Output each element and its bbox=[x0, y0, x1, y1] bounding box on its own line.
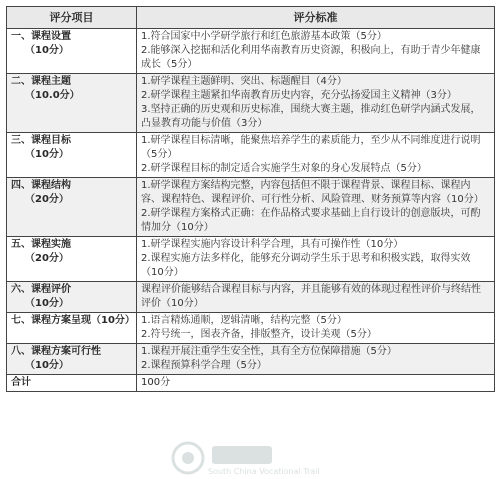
criterion-text: 2.研学课程目标的制定适合实施学生对象的身心发展特点（5分） bbox=[141, 163, 427, 174]
criterion-text: 1.符合国家中小学研学旅行和红色旅游基本政策（5分） bbox=[141, 31, 387, 42]
table-row bbox=[7, 313, 495, 344]
criteria-cell bbox=[137, 344, 495, 375]
total-label: 合计 bbox=[7, 375, 137, 392]
item-score: （20分） bbox=[25, 194, 69, 205]
watermark-logo bbox=[168, 438, 388, 478]
watermark-text: South China Vocational Trail bbox=[208, 467, 320, 476]
criterion-text: 课程评价能够结合课程目标与内容，并且能够有效的体现过程性评价与终结性评价（10分） bbox=[141, 284, 481, 309]
criteria-cell bbox=[137, 282, 495, 313]
item-cell bbox=[7, 133, 137, 178]
item-cell bbox=[7, 237, 137, 282]
criterion-text: 1.研学课程方案结构完整，内容包括但不限于课程背景、课程目标、课程内容、课程特色、课程评价、可行性分析、风险管理、财务预算等内容（10分） bbox=[141, 180, 484, 205]
table-row bbox=[7, 282, 495, 313]
criterion-text: 2.符号统一，图表齐备，排版整齐，设计美观（5分） bbox=[141, 329, 377, 340]
item-name: 二、课程主题 bbox=[11, 76, 71, 87]
criteria-cell bbox=[137, 74, 495, 133]
item-score: （10.0分） bbox=[25, 90, 80, 101]
criterion-text: 2.课程实施方法多样化，能够充分调动学生乐于思考和积极实践，取得实效（10分） bbox=[141, 253, 471, 278]
item-score: （20分） bbox=[25, 253, 69, 264]
item-name: 五、课程实施 bbox=[11, 239, 71, 250]
table-row bbox=[7, 74, 495, 133]
total-value: 100分 bbox=[137, 375, 495, 392]
criteria-cell bbox=[137, 237, 495, 282]
criterion-text: 1.研学课程目标清晰，能聚焦培养学生的素质能力，至少从不同维度进行说明（5分） bbox=[141, 135, 481, 160]
criterion-text: 1.语言精炼通顺，逻辑清晰，结构完整（5分） bbox=[141, 315, 347, 326]
table-row bbox=[7, 237, 495, 282]
table-row bbox=[7, 29, 495, 74]
item-cell bbox=[7, 313, 137, 344]
criterion-text: 3.坚持正确的历史观和历史标准，围绕大赛主题，推动红色研学内涵式发展，凸显教育功能与价值（3分） bbox=[141, 104, 481, 129]
criterion-text: 1.研学课程实施内容设计科学合理，具有可操作性（10分） bbox=[141, 239, 404, 250]
table-row bbox=[7, 133, 495, 178]
criterion-text: 2.能够深入挖掘和活化利用华南教育历史资源，积极向上，有助于青少年健康成长（5分） bbox=[141, 45, 481, 70]
criteria-cell bbox=[137, 313, 495, 344]
item-name: 七、课程方案呈现（10分） bbox=[11, 315, 135, 326]
header-standard: 评分标准 bbox=[137, 7, 495, 29]
criterion-text: 2.研学课程主题紧扣华南教育历史内容，充分弘扬爱国主义精神（3分） bbox=[141, 90, 457, 101]
criterion-text: 1.课程开展注重学生安全性，具有全方位保障措施（5分） bbox=[141, 346, 397, 357]
item-score: （10分） bbox=[25, 360, 69, 371]
table-row bbox=[7, 178, 495, 237]
total-row bbox=[7, 375, 495, 392]
item-name: 四、课程结构 bbox=[11, 180, 71, 191]
item-name: 六、课程评价 bbox=[11, 284, 71, 295]
table-header-row bbox=[7, 7, 495, 29]
criterion-text: 1.研学课程主题鲜明、突出、标题醒目（4分） bbox=[141, 76, 347, 87]
scoring-rubric-table bbox=[6, 6, 495, 392]
criteria-cell bbox=[137, 29, 495, 74]
item-name: 八、课程方案可行性 bbox=[11, 346, 101, 357]
item-score: （10分） bbox=[25, 149, 69, 160]
item-cell bbox=[7, 344, 137, 375]
item-cell bbox=[7, 74, 137, 133]
table-row bbox=[7, 344, 495, 375]
header-item: 评分项目 bbox=[7, 7, 137, 29]
criteria-cell bbox=[137, 133, 495, 178]
item-cell bbox=[7, 29, 137, 74]
item-score: （10分） bbox=[25, 298, 69, 309]
item-name: 三、课程目标 bbox=[11, 135, 71, 146]
item-cell bbox=[7, 178, 137, 237]
item-name: 一、课程设置 bbox=[11, 31, 71, 42]
item-score: （10分） bbox=[25, 45, 69, 56]
criteria-cell bbox=[137, 178, 495, 237]
criterion-text: 2.研学课程方案格式正确：在作品格式要求基础上自行设计的创意版块，可酌情加分（10分） bbox=[141, 208, 481, 233]
item-cell bbox=[7, 282, 137, 313]
criterion-text: 2.课程预算科学合理（5分） bbox=[141, 360, 267, 371]
